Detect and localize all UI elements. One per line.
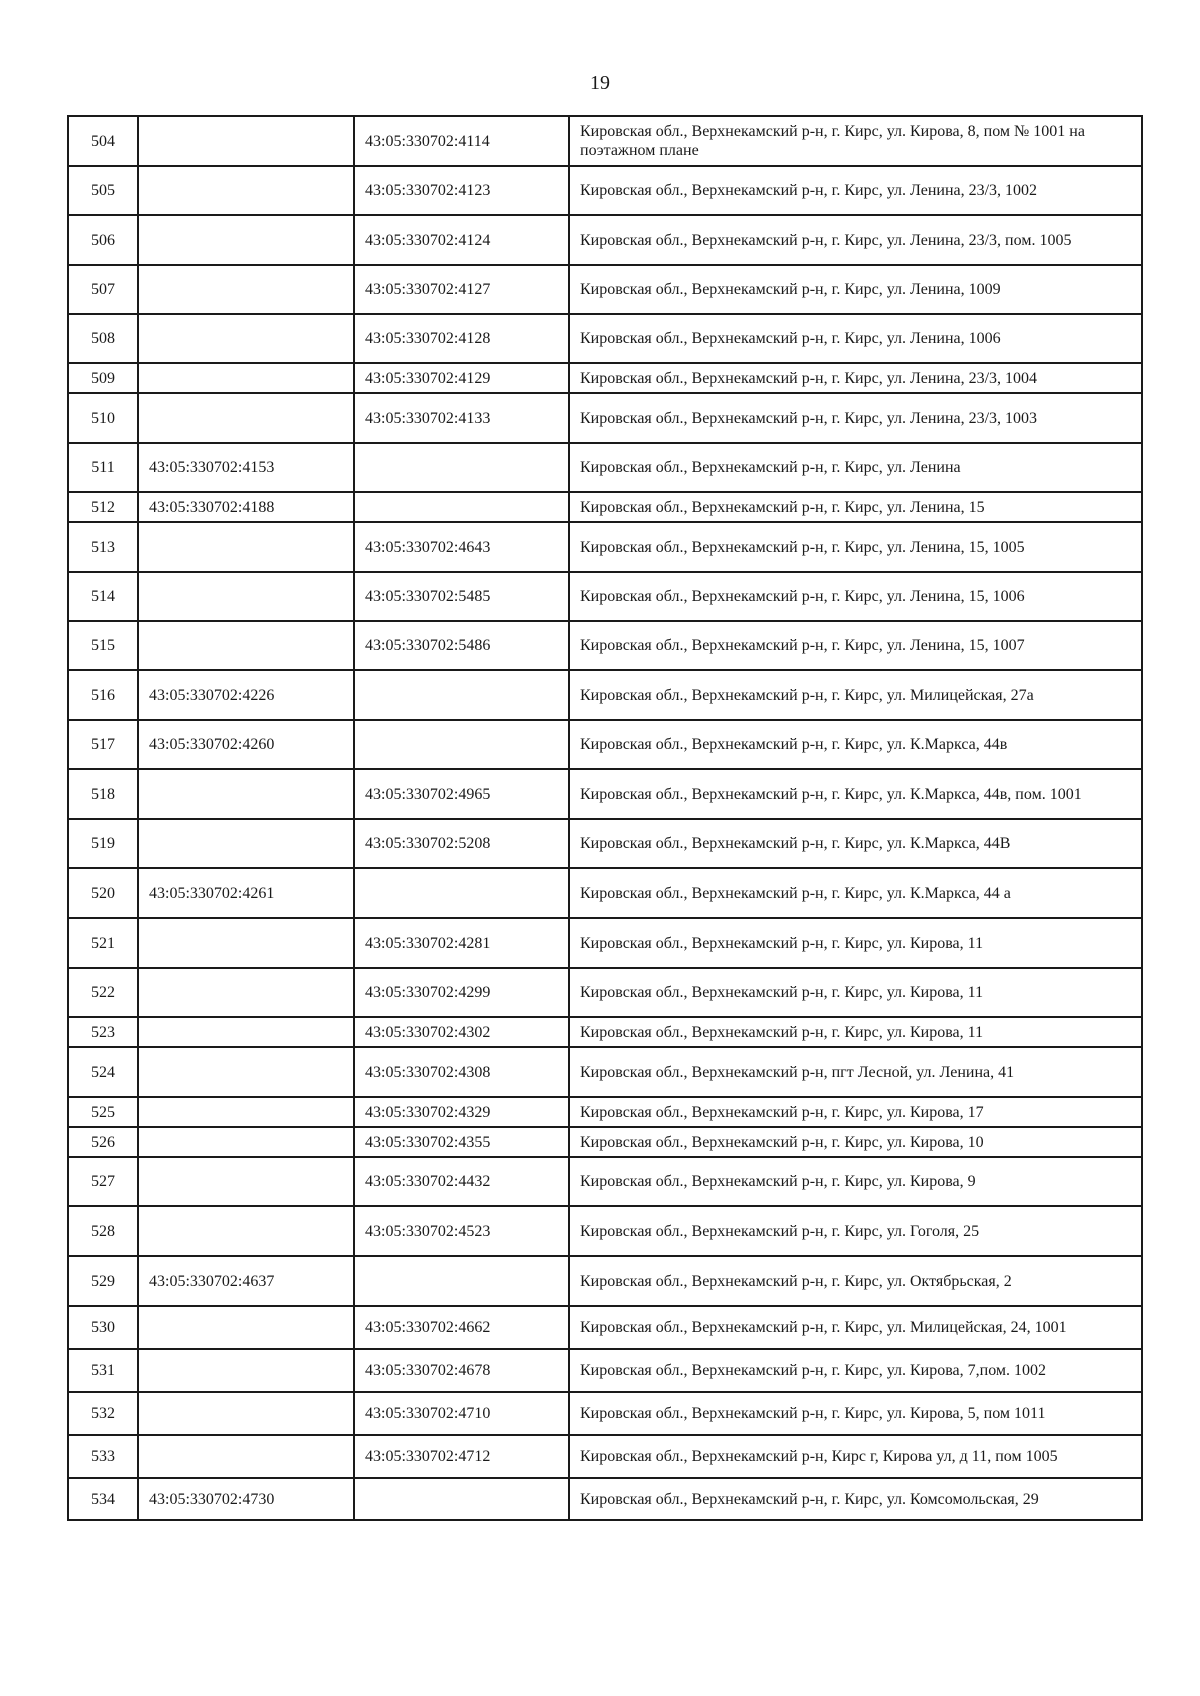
row-number: 509 [68,363,138,393]
row-number: 513 [68,522,138,572]
table-row [68,1256,1142,1306]
row-number: 514 [68,572,138,621]
row-number: 523 [68,1017,138,1047]
table-row [68,868,1142,918]
table-row [68,522,1142,572]
row-number: 511 [68,443,138,492]
table-row [68,968,1142,1017]
row-number: 530 [68,1306,138,1349]
parent-cadastral-number [138,166,354,215]
address: Кировская обл., Верхнекамский р-н, г. Кирс, ул. Кирова, 10 [569,1127,1142,1157]
cadastral-number [354,670,569,720]
cadastral-number: 43:05:330702:4355 [354,1127,569,1157]
cadastral-number: 43:05:330702:4678 [354,1349,569,1392]
parent-cadastral-number [138,769,354,819]
parent-cadastral-number [138,116,354,166]
address: Кировская обл., Верхнекамский р-н, Кирс г, Кирова ул, д 11, пом 1005 [569,1435,1142,1478]
parent-cadastral-number [138,314,354,363]
table-row [68,1478,1142,1520]
cadastral-number: 43:05:330702:5485 [354,572,569,621]
parent-cadastral-number: 43:05:330702:4730 [138,1478,354,1520]
table-row [68,819,1142,868]
row-number: 529 [68,1256,138,1306]
address: Кировская обл., Верхнекамский р-н, пгт Лесной, ул. Ленина, 41 [569,1047,1142,1097]
table-row [68,1435,1142,1478]
parent-cadastral-number [138,968,354,1017]
address: Кировская обл., Верхнекамский р-н, г. Кирс, ул. Кирова, 7,пом. 1002 [569,1349,1142,1392]
parent-cadastral-number [138,522,354,572]
property-registry-table [67,115,1143,1521]
registry-body [68,116,1142,1520]
row-number: 508 [68,314,138,363]
table-row [68,1047,1142,1097]
cadastral-number [354,492,569,522]
address: Кировская обл., Верхнекамский р-н, г. Кирс, ул. Ленина, 15 [569,492,1142,522]
table-row [68,1127,1142,1157]
cadastral-number: 43:05:330702:4128 [354,314,569,363]
row-number: 532 [68,1392,138,1435]
cadastral-number: 43:05:330702:4114 [354,116,569,166]
row-number: 510 [68,393,138,443]
cadastral-number [354,443,569,492]
cadastral-number: 43:05:330702:4643 [354,522,569,572]
address: Кировская обл., Верхнекамский р-н, г. Кирс, ул. Кирова, 11 [569,968,1142,1017]
cadastral-number: 43:05:330702:4329 [354,1097,569,1127]
address: Кировская обл., Верхнекамский р-н, г. Кирс, ул. Ленина, 15, 1007 [569,621,1142,670]
row-number: 533 [68,1435,138,1478]
table-row [68,116,1142,166]
table-row [68,1392,1142,1435]
table-row [68,918,1142,968]
row-number: 525 [68,1097,138,1127]
parent-cadastral-number [138,363,354,393]
table-row [68,166,1142,215]
parent-cadastral-number: 43:05:330702:4226 [138,670,354,720]
address: Кировская обл., Верхнекамский р-н, г. Кирс, ул. Ленина [569,443,1142,492]
cadastral-number: 43:05:330702:4712 [354,1435,569,1478]
address: Кировская обл., Верхнекамский р-н, г. Кирс, ул. Ленина, 23/3, пом. 1005 [569,215,1142,265]
table-row [68,215,1142,265]
parent-cadastral-number [138,621,354,670]
parent-cadastral-number [138,1047,354,1097]
table-row [68,1306,1142,1349]
address: Кировская обл., Верхнекамский р-н, г. Кирс, ул. Кирова, 5, пом 1011 [569,1392,1142,1435]
address: Кировская обл., Верхнекамский р-н, г. Кирс, ул. Гоголя, 25 [569,1206,1142,1256]
table-row [68,769,1142,819]
cadastral-number: 43:05:330702:4123 [354,166,569,215]
address: Кировская обл., Верхнекамский р-н, г. Кирс, ул. Ленина, 23/3, 1004 [569,363,1142,393]
parent-cadastral-number: 43:05:330702:4260 [138,720,354,769]
table-row [68,393,1142,443]
address: Кировская обл., Верхнекамский р-н, г. Кирс, ул. Ленина, 1009 [569,265,1142,314]
row-number: 517 [68,720,138,769]
address: Кировская обл., Верхнекамский р-н, г. Кирс, ул. Кирова, 11 [569,1017,1142,1047]
table-row [68,670,1142,720]
cadastral-number: 43:05:330702:4281 [354,918,569,968]
parent-cadastral-number: 43:05:330702:4261 [138,868,354,918]
address: Кировская обл., Верхнекамский р-н, г. Кирс, ул. Милицейская, 24, 1001 [569,1306,1142,1349]
table-row [68,492,1142,522]
address: Кировская обл., Верхнекамский р-н, г. Кирс, ул. Ленина, 15, 1005 [569,522,1142,572]
row-number: 512 [68,492,138,522]
row-number: 505 [68,166,138,215]
cadastral-number: 43:05:330702:5486 [354,621,569,670]
cadastral-number [354,720,569,769]
cadastral-number: 43:05:330702:4133 [354,393,569,443]
row-number: 506 [68,215,138,265]
cadastral-number [354,1478,569,1520]
parent-cadastral-number [138,1435,354,1478]
address: Кировская обл., Верхнекамский р-н, г. Кирс, ул. К.Маркса, 44В [569,819,1142,868]
row-number: 531 [68,1349,138,1392]
parent-cadastral-number [138,1127,354,1157]
row-number: 526 [68,1127,138,1157]
address: Кировская обл., Верхнекамский р-н, г. Кирс, ул. Комсомольская, 29 [569,1478,1142,1520]
parent-cadastral-number [138,265,354,314]
address: Кировская обл., Верхнекамский р-н, г. Кирс, ул. Ленина, 1006 [569,314,1142,363]
parent-cadastral-number [138,572,354,621]
table-row [68,265,1142,314]
address: Кировская обл., Верхнекамский р-н, г. Кирс, ул. Кирова, 9 [569,1157,1142,1206]
parent-cadastral-number [138,1206,354,1256]
table-row [68,1206,1142,1256]
parent-cadastral-number: 43:05:330702:4637 [138,1256,354,1306]
address: Кировская обл., Верхнекамский р-н, г. Кирс, ул. Кирова, 8, пом № 1001 на поэтажном плане [569,116,1142,166]
cadastral-number: 43:05:330702:4662 [354,1306,569,1349]
address: Кировская обл., Верхнекамский р-н, г. Кирс, ул. Ленина, 23/3, 1003 [569,393,1142,443]
row-number: 524 [68,1047,138,1097]
table-row [68,1017,1142,1047]
row-number: 504 [68,116,138,166]
table-row [68,720,1142,769]
table-row [68,314,1142,363]
table-row [68,1349,1142,1392]
address: Кировская обл., Верхнекамский р-н, г. Кирс, ул. К.Маркса, 44 а [569,868,1142,918]
row-number: 518 [68,769,138,819]
parent-cadastral-number [138,393,354,443]
cadastral-number: 43:05:330702:4129 [354,363,569,393]
cadastral-number: 43:05:330702:4299 [354,968,569,1017]
parent-cadastral-number [138,1097,354,1127]
parent-cadastral-number [138,1157,354,1206]
table-row [68,1097,1142,1127]
row-number: 507 [68,265,138,314]
parent-cadastral-number: 43:05:330702:4153 [138,443,354,492]
address: Кировская обл., Верхнекамский р-н, г. Кирс, ул. Октябрьская, 2 [569,1256,1142,1306]
cadastral-number: 43:05:330702:4965 [354,769,569,819]
row-number: 522 [68,968,138,1017]
address: Кировская обл., Верхнекамский р-н, г. Кирс, ул. Милицейская, 27а [569,670,1142,720]
address: Кировская обл., Верхнекамский р-н, г. Кирс, ул. Ленина, 15, 1006 [569,572,1142,621]
table-row [68,363,1142,393]
page-number: 19 [590,72,610,94]
parent-cadastral-number: 43:05:330702:4188 [138,492,354,522]
row-number: 527 [68,1157,138,1206]
table-row [68,572,1142,621]
parent-cadastral-number [138,1306,354,1349]
row-number: 528 [68,1206,138,1256]
cadastral-number [354,868,569,918]
address: Кировская обл., Верхнекамский р-н, г. Кирс, ул. Кирова, 17 [569,1097,1142,1127]
row-number: 515 [68,621,138,670]
cadastral-number: 43:05:330702:4432 [354,1157,569,1206]
cadastral-number: 43:05:330702:4302 [354,1017,569,1047]
row-number: 534 [68,1478,138,1520]
parent-cadastral-number [138,819,354,868]
address: Кировская обл., Верхнекамский р-н, г. Кирс, ул. Ленина, 23/3, 1002 [569,166,1142,215]
parent-cadastral-number [138,215,354,265]
table-row [68,1157,1142,1206]
table-row [68,443,1142,492]
cadastral-number: 43:05:330702:4523 [354,1206,569,1256]
row-number: 520 [68,868,138,918]
parent-cadastral-number [138,1349,354,1392]
cadastral-number: 43:05:330702:4127 [354,265,569,314]
parent-cadastral-number [138,918,354,968]
row-number: 521 [68,918,138,968]
cadastral-number: 43:05:330702:4124 [354,215,569,265]
table-row [68,621,1142,670]
cadastral-number: 43:05:330702:5208 [354,819,569,868]
address: Кировская обл., Верхнекамский р-н, г. Кирс, ул. К.Маркса, 44в, пом. 1001 [569,769,1142,819]
address: Кировская обл., Верхнекамский р-н, г. Кирс, ул. Кирова, 11 [569,918,1142,968]
row-number: 519 [68,819,138,868]
address: Кировская обл., Верхнекамский р-н, г. Кирс, ул. К.Маркса, 44в [569,720,1142,769]
parent-cadastral-number [138,1017,354,1047]
cadastral-number: 43:05:330702:4308 [354,1047,569,1097]
row-number: 516 [68,670,138,720]
parent-cadastral-number [138,1392,354,1435]
cadastral-number [354,1256,569,1306]
cadastral-number: 43:05:330702:4710 [354,1392,569,1435]
